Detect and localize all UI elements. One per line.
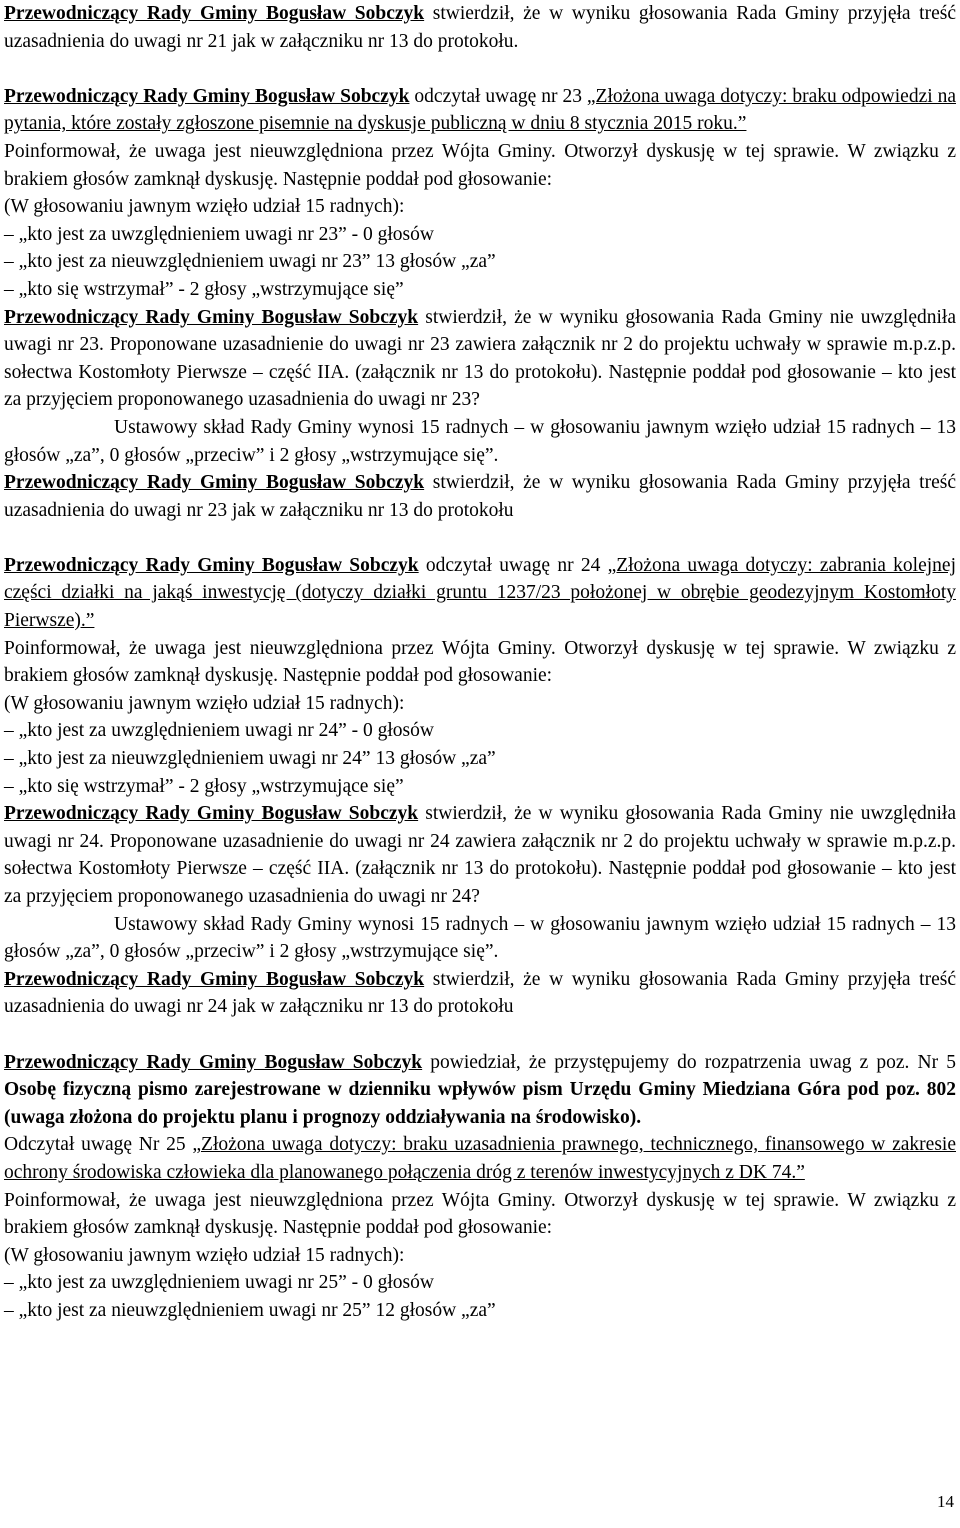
spacer xyxy=(4,524,956,552)
document-page xyxy=(4,0,956,1325)
chair-name: Przewodniczący Rady Gminy Bogusław Sobczyk xyxy=(4,968,425,990)
paragraph-result: Przewodniczący Rady Gminy Bogusław Sobczyk stwierdził, że w wyniku głosowania Rada Gminy przyjęła treść uzasadnienia do uwagi nr 24 jak w załączniku nr 13 do protokołu xyxy=(4,968,956,1018)
paragraph-result: Przewodniczący Rady Gminy Bogusław Sobczyk stwierdził, że w wyniku głosowania Rada Gminy nie uwzględniła uwagi nr 23. Proponowane uzasadnienie do uwagi nr 23 zawiera załącznik nr 2 do projektu uchwały w sprawie m.p.z.p. sołectwa Kostomłoty Pierwsze – część IIA. (załącznik nr 13 do protokołu). Następnie poddał pod głosowanie – kto jest za przyjęciem proponowanego uzasadnienia do uwagi nr 23? xyxy=(4,306,956,411)
page-number: 14 xyxy=(937,1492,954,1511)
spacer xyxy=(4,55,956,83)
chair-name: Przewodniczący Rady Gminy Bogusław Sobczyk xyxy=(4,85,410,107)
chair-name: Przewodniczący Rady Gminy Bogusław Sobczyk xyxy=(4,306,419,328)
remark-quote: „Złożona uwaga dotyczy: braku odpowiedzi na pytania, które zostały zgłoszone pisemnie na dyskusje publiczną w dniu 8 stycznia 2015 roku.” xyxy=(4,85,957,135)
vote-line: – „kto jest za nieuwzględnieniem uwagi nr 23” 13 głosów „za” xyxy=(4,251,496,273)
submitter-bold: Osobę fizyczną pismo zarejestrowane w dzienniku wpływów pism Urzędu Gminy Miedziana Góra pod poz. 802 (uwaga złożona do projektu planu i prognozy oddziaływania na środowisko). xyxy=(4,1079,956,1128)
vote-line: – „kto jest za uwzględnieniem uwagi nr 23” - 0 głosów xyxy=(4,223,434,245)
vote-attendance: (W głosowaniu jawnym wzięło udział 15 radnych): xyxy=(4,196,405,218)
paragraph-read-25: Odczytał uwagę Nr 25 „Złożona uwaga dotyczy: braku uzasadnienia prawnego, technicznego, finansowego w zakresie ochrony środowiska człowieka dla planowanego połączenia dróg z terenów inwestycyjnych z DK 74.” xyxy=(4,1134,956,1183)
chair-name: Przewodniczący Rady Gminy Bogusław Sobczyk xyxy=(4,554,419,576)
vote-line: – „kto jest za nieuwzględnieniem uwagi nr 24” 13 głosów „za” xyxy=(4,748,496,770)
vote-line: – „kto się wstrzymał” - 2 głosy „wstrzymujące się” xyxy=(4,775,404,797)
paragraph-intro-poz5: Przewodniczący Rady Gminy Bogusław Sobczyk powiedział, że przystępujemy do rozpatrzenia uwag z poz. Nr 5 Osobę fizyczną pismo zarejestrowane w dzienniku wpływów pism Urzędu Gminy Miedziana Góra pod poz. 802 (uwaga złożona do projektu planu i prognozy oddziaływania na środowisko). xyxy=(4,1051,956,1128)
vote-attendance: (W głosowaniu jawnym wzięło udział 15 radnych): xyxy=(4,692,405,714)
paragraph-result: Przewodniczący Rady Gminy Bogusław Sobczyk stwierdził, że w wyniku głosowania Rada Gminy nie uwzględniła uwagi nr 24. Proponowane uzasadnienie do uwagi nr 24 zawiera załącznik nr 2 do projektu uchwały w sprawie m.p.z.p. sołectwa Kostomłoty Pierwsze – część IIA. (załącznik nr 13 do protokołu). Następnie poddał pod głosowanie – kto jest za przyjęciem proponowanego uzasadnienia do uwagi nr 24? xyxy=(4,803,956,907)
chair-name: Przewodniczący Rady Gminy Bogusław Sobczyk xyxy=(4,472,425,494)
chair-name: Przewodniczący Rady Gminy Bogusław Sobczyk xyxy=(4,803,419,825)
paragraph-read-24: Przewodniczący Rady Gminy Bogusław Sobczyk odczytał uwagę nr 24 „Złożona uwaga dotyczy: zabrania kolejnej części działki na jakąś inwestycję (dotyczy działki gruntu 1237/23 położonej w obrębie geodezyjnym Kostomłoty Pierwsze).” xyxy=(4,554,956,632)
paragraph-result-21: Przewodniczący Rady Gminy Bogusław Sobczyk stwierdził, że w wyniku głosowania Rada Gminy przyjęła treść uzasadnienia do uwagi nr 21 jak w załączniku nr 13 do protokołu. xyxy=(4,3,956,52)
spacer xyxy=(4,1021,956,1049)
chair-name: Przewodniczący Rady Gminy Bogusław Sobczyk xyxy=(4,1051,423,1073)
vote-attendance: (W głosowaniu jawnym wzięło udział 15 radnych): xyxy=(4,1244,405,1266)
vote-line: – „kto się wstrzymał” - 2 głosy „wstrzymujące się” xyxy=(4,278,404,300)
paragraph-tally: Ustawowy skład Rady Gminy wynosi 15 radnych – w głosowaniu jawnym wzięło udział 15 radnych – 13 głosów „za”, 0 głosów „przeciw” i 2 głosy „wstrzymujące się”. xyxy=(4,913,956,963)
paragraph-info: Poinformował, że uwaga jest nieuwzględniona przez Wójta Gminy. Otworzył dyskusję w tej sprawie. W związku z brakiem głosów zamknął dyskusję. Następnie poddał pod głosowanie: xyxy=(4,140,956,190)
paragraph-read-23: Przewodniczący Rady Gminy Bogusław Sobczyk odczytał uwagę nr 23 „Złożona uwaga dotyczy: braku odpowiedzi na pytania, które zostały zgłoszone pisemnie na dyskusje publiczną w dniu 8 stycznia 2015 roku.” xyxy=(4,85,957,135)
remark-quote: „Złożona uwaga dotyczy: braku uzasadnienia prawnego, technicznego, finansowego w zakresie ochrony środowiska człowieka dla planowanego połączenia dróg z terenów inwestycyjnych z DK 74.” xyxy=(4,1134,956,1183)
chair-name: Przewodniczący Rady Gminy Bogusław Sobczyk xyxy=(4,3,425,24)
remark-quote: „Złożona uwaga dotyczy: zabrania kolejnej części działki na jakąś inwestycję (dotyczy działki gruntu 1237/23 położonej w obrębie geodezyjnym Kostomłoty Pierwsze).” xyxy=(4,554,956,632)
paragraph-result: Przewodniczący Rady Gminy Bogusław Sobczyk stwierdził, że w wyniku głosowania Rada Gminy przyjęła treść uzasadnienia do uwagi nr 23 jak w załączniku nr 13 do protokołu xyxy=(4,472,956,521)
paragraph-info: Poinformował, że uwaga jest nieuwzględniona przez Wójta Gminy. Otworzył dyskusję w tej sprawie. W związku z brakiem głosów zamknął dyskusję. Następnie poddał pod głosowanie: xyxy=(4,637,956,687)
paragraph-info: Poinformował, że uwaga jest nieuwzględniona przez Wójta Gminy. Otworzył dyskusję w tej sprawie. W związku z brakiem głosów zamknął dyskusję. Następnie poddał pod głosowanie: xyxy=(4,1189,956,1239)
vote-line: – „kto jest za uwzględnieniem uwagi nr 25” - 0 głosów xyxy=(4,1272,434,1294)
vote-line: – „kto jest za uwzględnieniem uwagi nr 24” - 0 głosów xyxy=(4,720,434,742)
vote-line: – „kto jest za nieuwzględnieniem uwagi nr 25” 12 głosów „za” xyxy=(4,1299,496,1321)
paragraph-tally: Ustawowy skład Rady Gminy wynosi 15 radnych – w głosowaniu jawnym wzięło udział 15 radnych – 13 głosów „za”, 0 głosów „przeciw” i 2 głosy „wstrzymujące się”. xyxy=(4,416,956,466)
